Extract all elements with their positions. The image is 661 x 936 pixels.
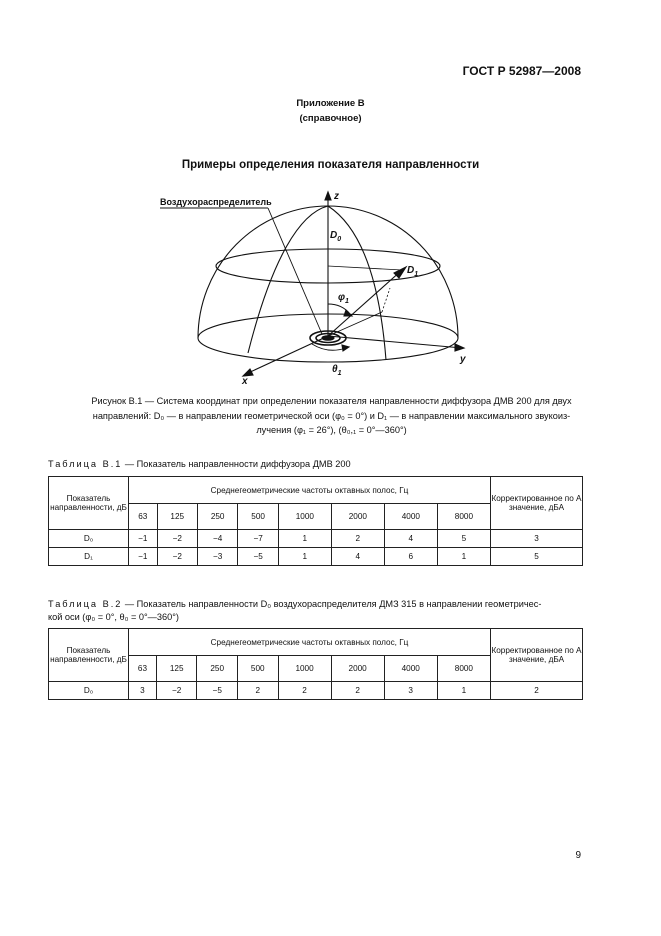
value-cell: 3 — [384, 682, 437, 700]
z-label: z — [334, 191, 339, 202]
d1-label: $D_1$ — [407, 265, 419, 278]
table1 — [48, 476, 583, 566]
value-cell: −5 — [238, 548, 278, 566]
corrected-cell: 3 — [491, 530, 583, 548]
row-name-cell: D₁ — [49, 548, 129, 566]
value-cell: 1 — [278, 548, 331, 566]
value-cell: −7 — [238, 530, 278, 548]
freq-cell: 125 — [156, 656, 197, 682]
page-number: 9 — [575, 850, 581, 861]
group-header-cell: Среднегеометрические частоты октавных полос, Гц — [129, 477, 491, 504]
callout-label: Воздухораспределитель — [160, 197, 272, 207]
caption-line: лучения (φ₁ = 26°), (θ₀,₁ = 0°—360°) — [256, 425, 407, 435]
corrected-cell: 2 — [491, 682, 583, 700]
row-header-cell: Показатель направленности, дБ — [49, 477, 129, 530]
value-cell: 2 — [237, 682, 278, 700]
caption-line: направлений: D₀ — в направлении геометрической оси (φ₀ = 0°) и D₁ — в направлении максимального звукоиз- — [92, 410, 571, 421]
freq-cell: 63 — [129, 656, 157, 682]
table1-caption-text: — Показатель направленности диффузора ДМВ 200 — [122, 459, 351, 469]
appendix-heading — [0, 96, 661, 126]
freq-cell: 63 — [129, 504, 158, 530]
appendix-note: (справочное) — [299, 113, 362, 124]
freq-cell: 250 — [197, 656, 238, 682]
y-label: y — [460, 354, 466, 365]
d1-arrow — [394, 267, 406, 278]
table2-caption — [48, 598, 588, 624]
table1-caption — [48, 458, 588, 471]
freq-cell: 125 — [157, 504, 197, 530]
table2 — [48, 628, 583, 700]
group-header-cell: Среднегеометрические частоты октавных полос, Гц — [129, 629, 491, 656]
table-row — [49, 530, 583, 548]
freq-cell: 1000 — [278, 656, 331, 682]
d1-vector — [328, 270, 402, 336]
value-cell: 1 — [437, 682, 490, 700]
table1-label: Таблица В.1 — [48, 459, 123, 469]
value-cell: 3 — [129, 682, 157, 700]
x-axis — [246, 336, 328, 374]
corrected-header-cell: Корректированное по A значение, дБА — [491, 629, 583, 682]
freq-cell: 8000 — [437, 656, 490, 682]
phi-label: $\varphi_1$ — [338, 292, 349, 305]
value-cell: 1 — [437, 548, 490, 566]
corrected-cell: 5 — [491, 548, 583, 566]
row-name-cell: D₀ — [49, 530, 129, 548]
freq-cell: 8000 — [437, 504, 490, 530]
value-cell: −2 — [157, 530, 197, 548]
value-cell: 4 — [331, 548, 384, 566]
freq-cell: 250 — [197, 504, 237, 530]
freq-cell: 500 — [237, 656, 278, 682]
corrected-header-cell: Корректированное по A значение, дБА — [491, 477, 583, 530]
hemisphere-diagram — [150, 188, 480, 384]
freq-cell: 4000 — [384, 656, 437, 682]
freq-cell: 500 — [238, 504, 278, 530]
table2-caption-line2: кой оси (φ₀ = 0°, θ₀ = 0°—360°) — [48, 612, 179, 622]
z-arrow — [325, 192, 331, 200]
table-row — [49, 682, 583, 700]
row-name-cell: D₀ — [49, 682, 129, 700]
appendix-title: Приложение В — [296, 98, 365, 109]
value-cell: 2 — [278, 682, 331, 700]
value-cell: −2 — [157, 548, 197, 566]
freq-cell: 4000 — [384, 504, 437, 530]
table2-label: Таблица В.2 — [48, 599, 123, 609]
y-arrow — [455, 344, 464, 351]
value-cell: −1 — [129, 548, 158, 566]
section-title: Примеры определения показателя направленности — [181, 159, 480, 171]
diffuser-inner — [322, 336, 334, 340]
standard-number: ГОСТ Р 52987—2008 — [462, 64, 581, 78]
value-cell: −4 — [197, 530, 237, 548]
value-cell: 4 — [384, 530, 437, 548]
row-header-cell: Показатель направленности, дБ — [49, 629, 129, 682]
value-cell: −3 — [197, 548, 237, 566]
value-cell: 5 — [437, 530, 490, 548]
table2-caption-text: — Показатель направленности D₀ воздухораспределителя ДМЗ 315 в направлении геометричес- — [122, 599, 542, 609]
value-cell: 1 — [278, 530, 331, 548]
freq-cell: 2000 — [331, 656, 384, 682]
x-arrow — [243, 369, 253, 376]
value-cell: −2 — [156, 682, 197, 700]
table-row — [49, 548, 583, 566]
x-label: x — [242, 376, 248, 384]
value-cell: 6 — [384, 548, 437, 566]
value-cell: 2 — [331, 530, 384, 548]
value-cell: −5 — [197, 682, 238, 700]
value-cell: 2 — [331, 682, 384, 700]
freq-cell: 1000 — [278, 504, 331, 530]
caption-line: Рисунок В.1 — Система координат при определении показателя направленности диффузора ДМВ 200 для двух — [91, 396, 572, 406]
d0-label: $D_0$ — [330, 230, 342, 243]
value-cell: −1 — [129, 530, 158, 548]
figure-caption — [48, 394, 615, 438]
theta-label: $\theta_1$ — [332, 364, 342, 377]
freq-cell: 2000 — [331, 504, 384, 530]
